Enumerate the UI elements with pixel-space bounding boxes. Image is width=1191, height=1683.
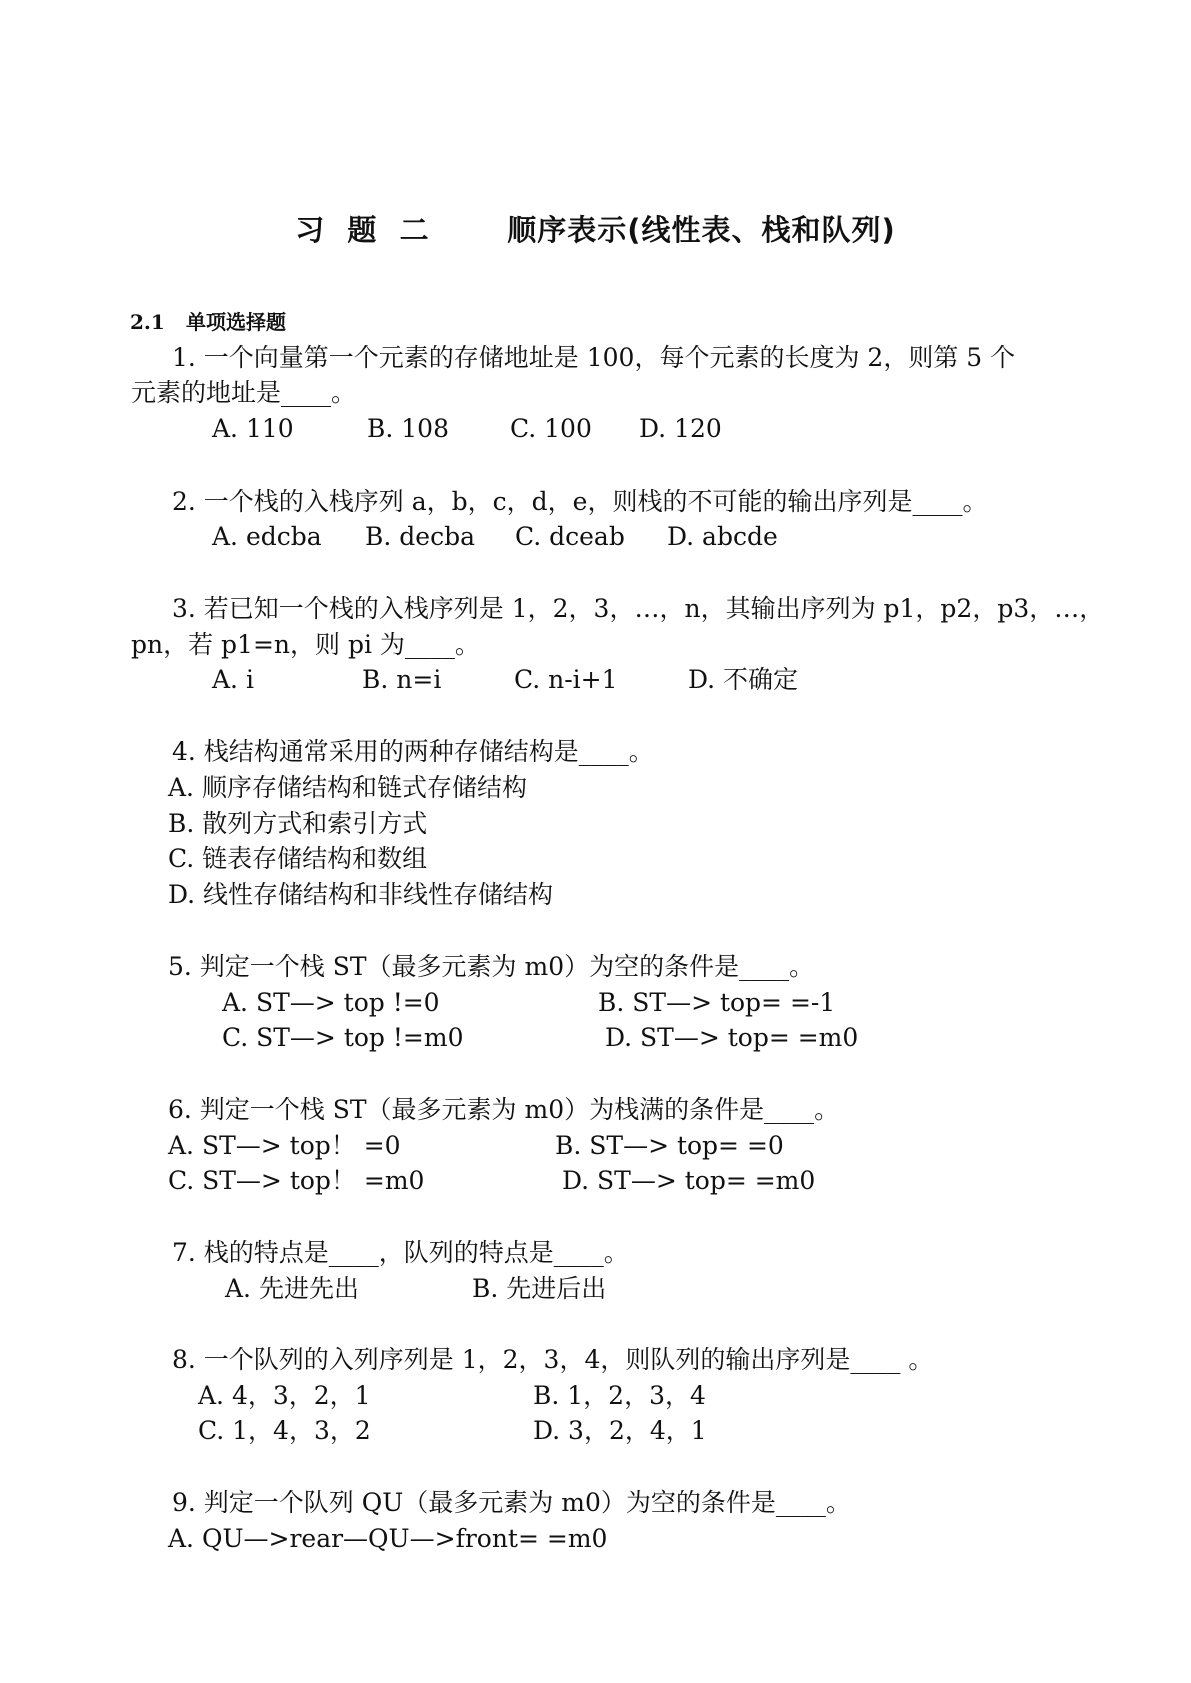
question-4-option-a: A. 顺序存储结构和链式存储结构 (168, 773, 527, 802)
question-4-line-1: 4. 栈结构通常采用的两种存储结构是____。 (172, 737, 654, 766)
question-1-line-1: 1. 一个向量第一个元素的存储地址是 100，每个元素的长度为 2，则第 5 个 (172, 343, 1016, 372)
question-4-option-c: C. 链表存储结构和数组 (168, 844, 428, 873)
question-7-line-1: 7. 栈的特点是____，队列的特点是____。 (172, 1238, 629, 1267)
question-4-option-d: D. 线性存储结构和非线性存储结构 (168, 880, 554, 909)
question-2-option-c: C. dceab (515, 522, 625, 551)
section-heading (130, 306, 286, 335)
question-3-option-c: C. n-i+1 (514, 665, 618, 694)
question-8-option-c: C. 1，4，3，2 (198, 1416, 371, 1445)
question-2-line-1: 2. 一个栈的入栈序列 a，b，c，d，e，则栈的不可能的输出序列是____。 (172, 487, 988, 516)
section-title: 单项选择题 (186, 310, 286, 334)
question-1-option-a: A. 110 (212, 414, 294, 443)
question-3-line-1: 3. 若已知一个栈的入栈序列是 1，2，3，…，n，其输出序列为 p1，p2，p3，…， (172, 594, 1105, 623)
question-5-option-a: A. ST—> top !=0 (222, 988, 440, 1017)
question-1-option-b: B. 108 (367, 414, 449, 443)
question-1-line-2: 元素的地址是____。 (131, 378, 357, 407)
section-number: 2.1 (130, 310, 165, 334)
question-7-option-b: B. 先进后出 (472, 1274, 607, 1303)
question-1-option-c: C. 100 (510, 414, 592, 443)
question-9-option-a: A. QU—>rear—QU—>front= =m0 (168, 1524, 608, 1553)
question-6-option-a: A. ST—> top！ =0 (168, 1131, 401, 1160)
question-2-option-a: A. edcba (212, 522, 322, 551)
question-5-option-b: B. ST—> top= =-1 (598, 988, 836, 1017)
question-8-option-a: A. 4，3，2，1 (198, 1381, 371, 1410)
question-6-option-c: C. ST—> top！ =m0 (168, 1166, 425, 1195)
question-6-line-1: 6. 判定一个栈 ST（最多元素为 m0）为栈满的条件是____。 (168, 1095, 840, 1124)
question-6-option-d: D. ST—> top= =m0 (562, 1166, 816, 1195)
question-8-line-1: 8. 一个队列的入列序列是 1，2，3，4，则队列的输出序列是____ 。 (172, 1345, 934, 1374)
question-3-option-b: B. n=i (362, 665, 442, 694)
question-4-option-b: B. 散列方式和索引方式 (168, 809, 428, 838)
question-3-option-a: A. i (212, 665, 254, 694)
question-6-option-b: B. ST—> top= =0 (555, 1131, 784, 1160)
question-7-option-a: A. 先进先出 (225, 1274, 359, 1303)
question-3-option-d: D. 不确定 (688, 665, 799, 694)
question-3-line-2: pn，若 p1=n，则 pi 为____。 (131, 630, 480, 659)
question-5-option-c: C. ST—> top !=m0 (222, 1023, 464, 1052)
question-9-line-1: 9. 判定一个队列 QU（最多元素为 m0）为空的条件是____。 (172, 1488, 851, 1517)
question-1-option-d: D. 120 (639, 414, 722, 443)
question-2-option-d: D. abcde (667, 522, 778, 551)
page-title: 习 题 二 顺序表示(线性表、栈和队列) (295, 213, 896, 247)
question-8-option-b: B. 1，2，3，4 (533, 1381, 706, 1410)
question-8-option-d: D. 3，2，4，1 (533, 1416, 707, 1445)
question-2-option-b: B. decba (365, 522, 475, 551)
question-5-option-d: D. ST—> top= =m0 (605, 1023, 859, 1052)
question-5-line-1: 5. 判定一个栈 ST（最多元素为 m0）为空的条件是____。 (168, 952, 815, 981)
